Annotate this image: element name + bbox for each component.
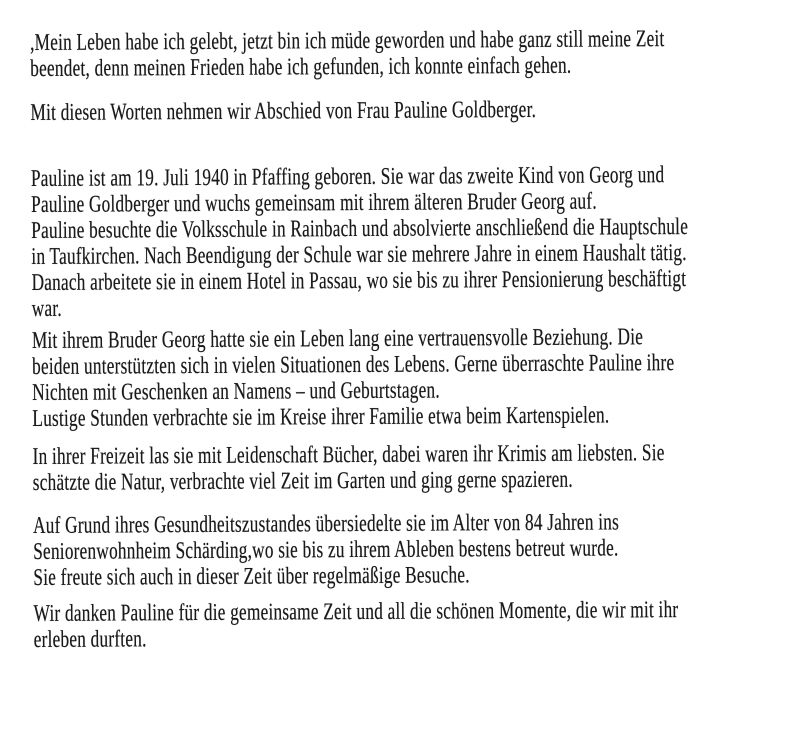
paragraph-family xyxy=(32,323,787,432)
paragraph-biography xyxy=(31,161,787,322)
text-line: Pauline Goldberger und wuchs gemeinsam mit ihrem älteren Bruder Georg auf. xyxy=(30,188,597,218)
paragraph-retirement-home xyxy=(33,508,787,591)
paragraph-farewell xyxy=(30,95,787,126)
paragraph-opening-quote xyxy=(30,25,787,82)
text-line: In ihrer Freizeit las sie mit Leidenschaft Bücher, dabei waren ihr Krimis am liebsten. Sie xyxy=(32,440,665,470)
paragraph-hobbies xyxy=(33,439,787,496)
text-line: beendet, denn meinen Frieden habe ich gefunden, ich konnte einfach gehen. xyxy=(30,52,572,82)
text-line: in Taufkirchen. Nach Beendigung der Schule war sie mehrere Jahre in einem Haushalt tätig. xyxy=(31,239,687,270)
text-line: ,Mein Leben habe ich gelebt, jetzt bin ich müde geworden und habe ganz still meine Zeit xyxy=(30,26,665,56)
text-line: Mit ihrem Bruder Georg hatte sie ein Leben lang eine vertrauensvolle Beziehung. Die xyxy=(31,324,644,354)
text-line: schätzte die Natur, verbrachte viel Zeit im Garten und ging gerne spazieren. xyxy=(32,466,573,496)
text-line: Danach arbeitete sie in einem Hotel in Passau, wo sie bis zu ihrer Pensionierung beschäftigt xyxy=(31,265,687,296)
text-line: erleben durften. xyxy=(33,626,147,653)
text-line: war. xyxy=(31,295,62,322)
text-line: Pauline ist am 19. Juli 1940 in Pfaffing geboren. Sie war das zweite Kind von Georg und xyxy=(30,162,665,192)
text-line: Pauline besuchte die Volksschule in Rainbach und absolvierte anschließend die Hauptschule xyxy=(31,213,689,244)
text-line: Mit diesen Worten nehmen wir Abschied von Frau Pauline Goldberger. xyxy=(30,96,537,126)
text-line: Wir danken Pauline für die gemeinsame Zeit und all die schönen Momente, die wir mit ihr xyxy=(33,597,679,627)
text-line: Auf Grund ihres Gesundheitszustandes übersiedelte sie im Alter von 84 Jahren ins xyxy=(32,509,620,539)
text-line: Sie freute sich auch in dieser Zeit über regelmäßige Besuche. xyxy=(33,562,470,591)
text-line: Seniorenwohnheim Schärding,wo sie bis zu ihrem Ableben bestens betreut wurde. xyxy=(33,535,619,565)
text-line: Lustige Stunden verbrachte sie im Kreise ihrer Familie etwa beim Kartenspielen. xyxy=(32,402,610,432)
obituary-text xyxy=(30,25,787,653)
text-line: beiden unterstützten sich in vielen Situationen des Lebens. Gerne überraschte Pauline ihre xyxy=(31,350,675,380)
text-line: Nichten mit Geschenken an Namens – und Geburtstagen. xyxy=(32,377,440,406)
paragraph-thanks xyxy=(33,596,787,653)
